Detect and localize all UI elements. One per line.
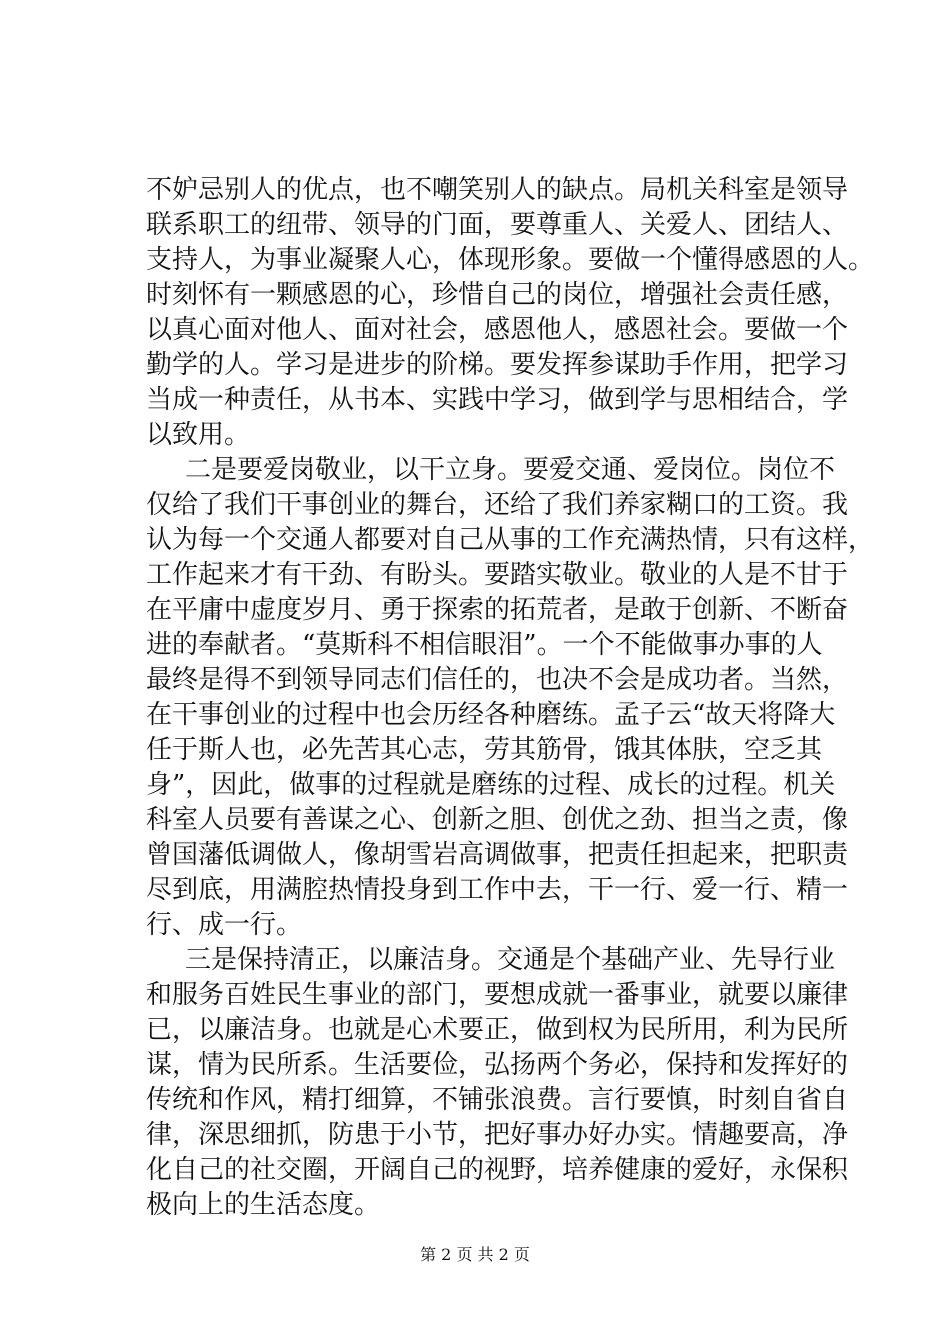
text-line: 谋，情为民所系。生活要俭，弘扬两个务必，保持和发挥好的 xyxy=(146,1050,849,1080)
text-line: 认为每一个交通人都要对自己从事的工作充满热情，只有这样， xyxy=(146,525,875,555)
text-line: 在平庸中虚度岁月、勇于探索的拓荒者，是敢于创新、不断奋 xyxy=(146,595,849,625)
text-line: 和服务百姓民生事业的部门，要想成就一番事业，就要以廉律 xyxy=(146,980,849,1010)
text-line: 化自己的社交圈，开阔自己的视野，培养健康的爱好，永保积 xyxy=(146,1155,849,1185)
text-line: 尽到底，用满腔热情投身到工作中去，干一行、爱一行、精一 xyxy=(146,875,849,905)
text-line: 最终是得不到领导同志们信任的，也决不会是成功者。当然， xyxy=(146,665,849,695)
text-line: 律，深思细抓，防患于小节，把好事办好办实。情趣要高，净 xyxy=(146,1120,849,1150)
text-line: 当成一种责任，从书本、实践中学习，做到学与思相结合，学 xyxy=(146,385,849,415)
text-line: 进的奉献者。“莫斯科不相信眼泪”。一个不能做事办事的人 xyxy=(146,630,823,660)
text-line: 行、成一行。 xyxy=(146,910,303,940)
text-line: 科室人员要有善谋之心、创新之胆、创优之劲、担当之责，像 xyxy=(146,805,849,835)
text-line: 传统和作风，精打细算，不铺张浪费。言行要慎，时刻自省自 xyxy=(146,1085,849,1115)
text-line: 不妒忌别人的优点，也不嘲笑别人的缺点。局机关科室是领导 xyxy=(146,175,849,205)
text-line: 以致用。 xyxy=(146,420,251,450)
text-line: 在干事创业的过程中也会历经各种磨练。孟子云“故天将降大 xyxy=(146,700,836,730)
text-line: 勤学的人。学习是进步的阶梯。要发挥参谋助手作用，把学习 xyxy=(146,350,849,380)
text-line: 任于斯人也，必先苦其心志，劳其筋骨，饿其体肤，空乏其 xyxy=(146,735,823,765)
text-line: 三是保持清正，以廉洁身。交通是个基础产业、先导行业 xyxy=(185,945,836,975)
text-line: 曾国藩低调做人，像胡雪岩高调做事，把责任担起来，把职责 xyxy=(146,840,849,870)
text-line: 身”，因此，做事的过程就是磨练的过程、成长的过程。机关 xyxy=(146,770,836,800)
text-line: 二是要爱岗敬业，以干立身。要爱交通、爱岗位。岗位不 xyxy=(185,455,836,485)
text-line: 已，以廉洁身。也就是心术要正，做到权为民所用，利为民所 xyxy=(146,1015,849,1045)
text-line: 支持人，为事业凝聚人心，体现形象。要做一个懂得感恩的人。 xyxy=(146,245,875,275)
page-footer: 第 2 页 共 2 页 xyxy=(420,1245,530,1264)
text-line: 工作起来才有干劲、有盼头。要踏实敬业。敬业的人是不甘于 xyxy=(146,560,849,590)
text-line: 以真心面对他人、面对社会，感恩他人，感恩社会。要做一个 xyxy=(146,315,849,345)
text-line: 极向上的生活态度。 xyxy=(146,1190,381,1220)
text-line: 联系职工的纽带、领导的门面，要尊重人、关爱人、团结人、 xyxy=(146,210,849,240)
document-body xyxy=(146,173,875,1223)
text-line: 仅给了我们干事创业的舞台，还给了我们养家糊口的工资。我 xyxy=(146,490,849,520)
text-line: 时刻怀有一颗感恩的心，珍惜自己的岗位，增强社会责任感， xyxy=(146,280,849,310)
